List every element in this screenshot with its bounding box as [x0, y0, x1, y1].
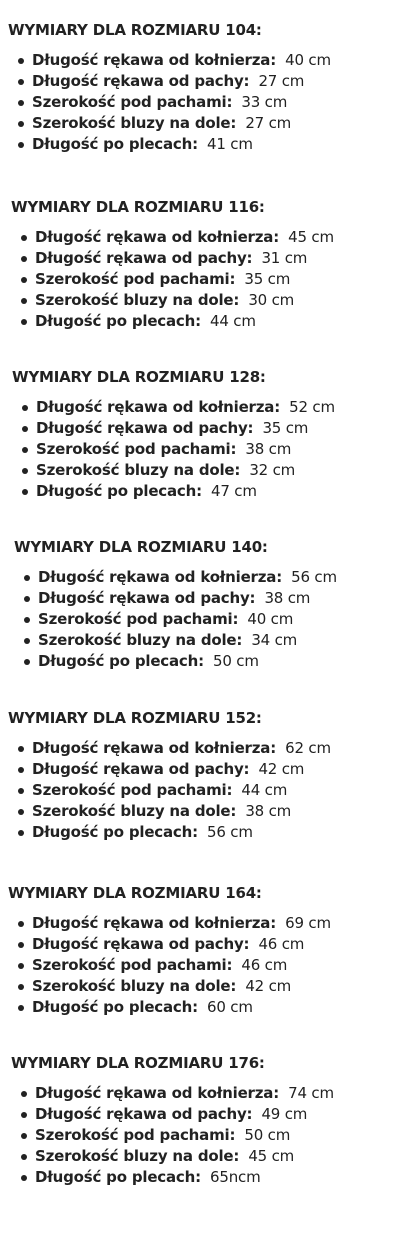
measurement-value: 44 cm	[241, 781, 288, 799]
measurement-label: Długość rękawa od kołnierza:	[38, 568, 283, 586]
measurement-value: 50 cm	[244, 1126, 291, 1144]
measurement-label: Szerokość pod pachami:	[35, 1126, 236, 1144]
measurement-value: 41 cm	[207, 135, 253, 153]
measurement-item	[35, 227, 334, 248]
measurement-label: Szerokość bluzy na dole:	[38, 631, 243, 649]
measurement-value: 45 cm	[288, 228, 334, 246]
measurement-label: Długość rękawa od kołnierza:	[35, 1084, 280, 1102]
measurement-value: 46 cm	[258, 935, 305, 953]
size-section-title: WYMIARY DLA ROZMIARU 128:	[12, 368, 266, 386]
measurement-list	[11, 1083, 334, 1188]
measurement-label: Długość rękawa od kołnierza:	[36, 398, 281, 416]
measurement-item	[35, 1083, 334, 1104]
measurement-value: 40 cm	[285, 51, 331, 69]
measurement-label: Długość po plecach:	[35, 312, 201, 330]
measurement-label: Długość rękawa od kołnierza:	[32, 51, 277, 69]
size-section-title: WYMIARY DLA ROZMIARU 176:	[11, 1054, 265, 1072]
measurement-value: 50 cm	[213, 652, 259, 670]
measurement-label: Długość rękawa od pachy:	[32, 72, 250, 90]
measurement-list	[14, 567, 337, 672]
measurement-item	[32, 913, 331, 934]
size-section-title: WYMIARY DLA ROZMIARU 116:	[11, 198, 265, 216]
size-section-140	[14, 537, 337, 672]
measurement-item	[32, 780, 331, 801]
measurement-item	[35, 248, 334, 269]
measurement-label: Długość po plecach:	[35, 1168, 201, 1186]
measurement-list	[8, 50, 331, 155]
measurement-item	[36, 460, 335, 481]
measurement-label: Szerokość bluzy na dole:	[36, 461, 241, 479]
measurement-list	[11, 227, 334, 332]
measurement-item	[35, 1146, 334, 1167]
measurement-value: 32 cm	[249, 461, 296, 479]
measurement-value: 56 cm	[291, 568, 337, 586]
measurement-item	[38, 651, 337, 672]
size-section-title: WYMIARY DLA ROZMIARU 164:	[8, 884, 262, 902]
measurement-item	[32, 955, 331, 976]
measurement-item	[32, 92, 331, 113]
measurement-value: 38 cm	[264, 589, 311, 607]
measurement-label: Długość rękawa od pachy:	[36, 419, 254, 437]
measurement-label: Szerokość bluzy na dole:	[32, 114, 237, 132]
measurement-label: Długość rękawa od kołnierza:	[32, 914, 277, 932]
measurement-label: Szerokość pod pachami:	[32, 781, 233, 799]
measurement-item	[35, 1167, 334, 1188]
size-section-116	[11, 197, 334, 332]
measurement-label: Długość rękawa od pachy:	[38, 589, 256, 607]
measurement-item	[38, 567, 337, 588]
measurement-label: Długość rękawa od pachy:	[32, 760, 250, 778]
measurement-item	[32, 934, 331, 955]
measurement-label: Szerokość bluzy na dole:	[35, 1147, 240, 1165]
measurement-label: Szerokość pod pachami:	[36, 440, 237, 458]
measurement-item	[32, 50, 331, 71]
measurement-label: Szerokość bluzy na dole:	[32, 802, 237, 820]
measurement-label: Szerokość pod pachami:	[38, 610, 239, 628]
measurement-label: Długość po plecach:	[38, 652, 204, 670]
measurement-value: 31 cm	[261, 249, 308, 267]
measurement-value: 65ncm	[210, 1168, 261, 1186]
measurement-list	[8, 913, 331, 1018]
measurement-item	[35, 269, 334, 290]
size-section-128	[12, 367, 335, 502]
measurement-item	[36, 397, 335, 418]
measurement-value: 49 cm	[261, 1105, 308, 1123]
measurement-value: 38 cm	[245, 802, 292, 820]
measurement-value: 44 cm	[210, 312, 256, 330]
measurement-item	[32, 759, 331, 780]
measurement-label: Szerokość pod pachami:	[35, 270, 236, 288]
measurement-value: 45 cm	[248, 1147, 295, 1165]
size-section-title: WYMIARY DLA ROZMIARU 140:	[14, 538, 268, 556]
measurement-label: Szerokość pod pachami:	[32, 93, 233, 111]
measurement-value: 69 cm	[285, 914, 331, 932]
measurement-item	[32, 997, 331, 1018]
measurement-label: Długość rękawa od pachy:	[35, 249, 253, 267]
measurement-label: Długość po plecach:	[36, 482, 202, 500]
measurement-value: 42 cm	[245, 977, 292, 995]
measurement-item	[32, 822, 331, 843]
measurement-label: Długość rękawa od kołnierza:	[35, 228, 280, 246]
measurement-item	[32, 71, 331, 92]
measurement-item	[36, 418, 335, 439]
size-section-176	[11, 1053, 334, 1188]
measurement-item	[32, 976, 331, 997]
measurement-list	[8, 738, 331, 843]
measurement-label: Długość po plecach:	[32, 998, 198, 1016]
measurement-value: 27 cm	[245, 114, 292, 132]
measurement-label: Długość po plecach:	[32, 135, 198, 153]
measurement-item	[32, 801, 331, 822]
measurement-item	[38, 630, 337, 651]
measurement-value: 35 cm	[262, 419, 309, 437]
measurement-value: 74 cm	[288, 1084, 334, 1102]
measurement-label: Szerokość pod pachami:	[32, 956, 233, 974]
size-section-title: WYMIARY DLA ROZMIARU 104:	[8, 21, 262, 39]
size-section-title: WYMIARY DLA ROZMIARU 152:	[8, 709, 262, 727]
measurement-value: 34 cm	[251, 631, 298, 649]
measurement-item	[35, 1104, 334, 1125]
measurement-label: Szerokość bluzy na dole:	[35, 291, 240, 309]
measurement-item	[32, 738, 331, 759]
size-section-164	[8, 883, 331, 1018]
measurement-label: Długość po plecach:	[32, 823, 198, 841]
measurement-value: 56 cm	[207, 823, 253, 841]
measurement-item	[35, 290, 334, 311]
measurement-item	[35, 311, 334, 332]
size-section-152	[8, 708, 331, 843]
measurement-value: 62 cm	[285, 739, 331, 757]
measurement-label: Szerokość bluzy na dole:	[32, 977, 237, 995]
measurement-label: Długość rękawa od kołnierza:	[32, 739, 277, 757]
measurement-item	[35, 1125, 334, 1146]
measurement-item	[38, 609, 337, 630]
measurement-list	[12, 397, 335, 502]
measurement-item	[36, 481, 335, 502]
measurement-item	[38, 588, 337, 609]
measurement-value: 35 cm	[244, 270, 291, 288]
measurement-label: Długość rękawa od pachy:	[32, 935, 250, 953]
measurement-value: 27 cm	[258, 72, 305, 90]
measurement-value: 40 cm	[247, 610, 294, 628]
measurement-value: 46 cm	[241, 956, 288, 974]
measurement-value: 47 cm	[211, 482, 257, 500]
size-section-104	[8, 20, 331, 155]
measurement-item	[36, 439, 335, 460]
measurement-item	[32, 113, 331, 134]
measurement-value: 52 cm	[289, 398, 335, 416]
measurement-value: 30 cm	[248, 291, 295, 309]
measurement-value: 38 cm	[245, 440, 292, 458]
measurement-value: 60 cm	[207, 998, 253, 1016]
measurement-label: Długość rękawa od pachy:	[35, 1105, 253, 1123]
measurement-item	[32, 134, 331, 155]
measurement-value: 42 cm	[258, 760, 305, 778]
measurement-value: 33 cm	[241, 93, 288, 111]
